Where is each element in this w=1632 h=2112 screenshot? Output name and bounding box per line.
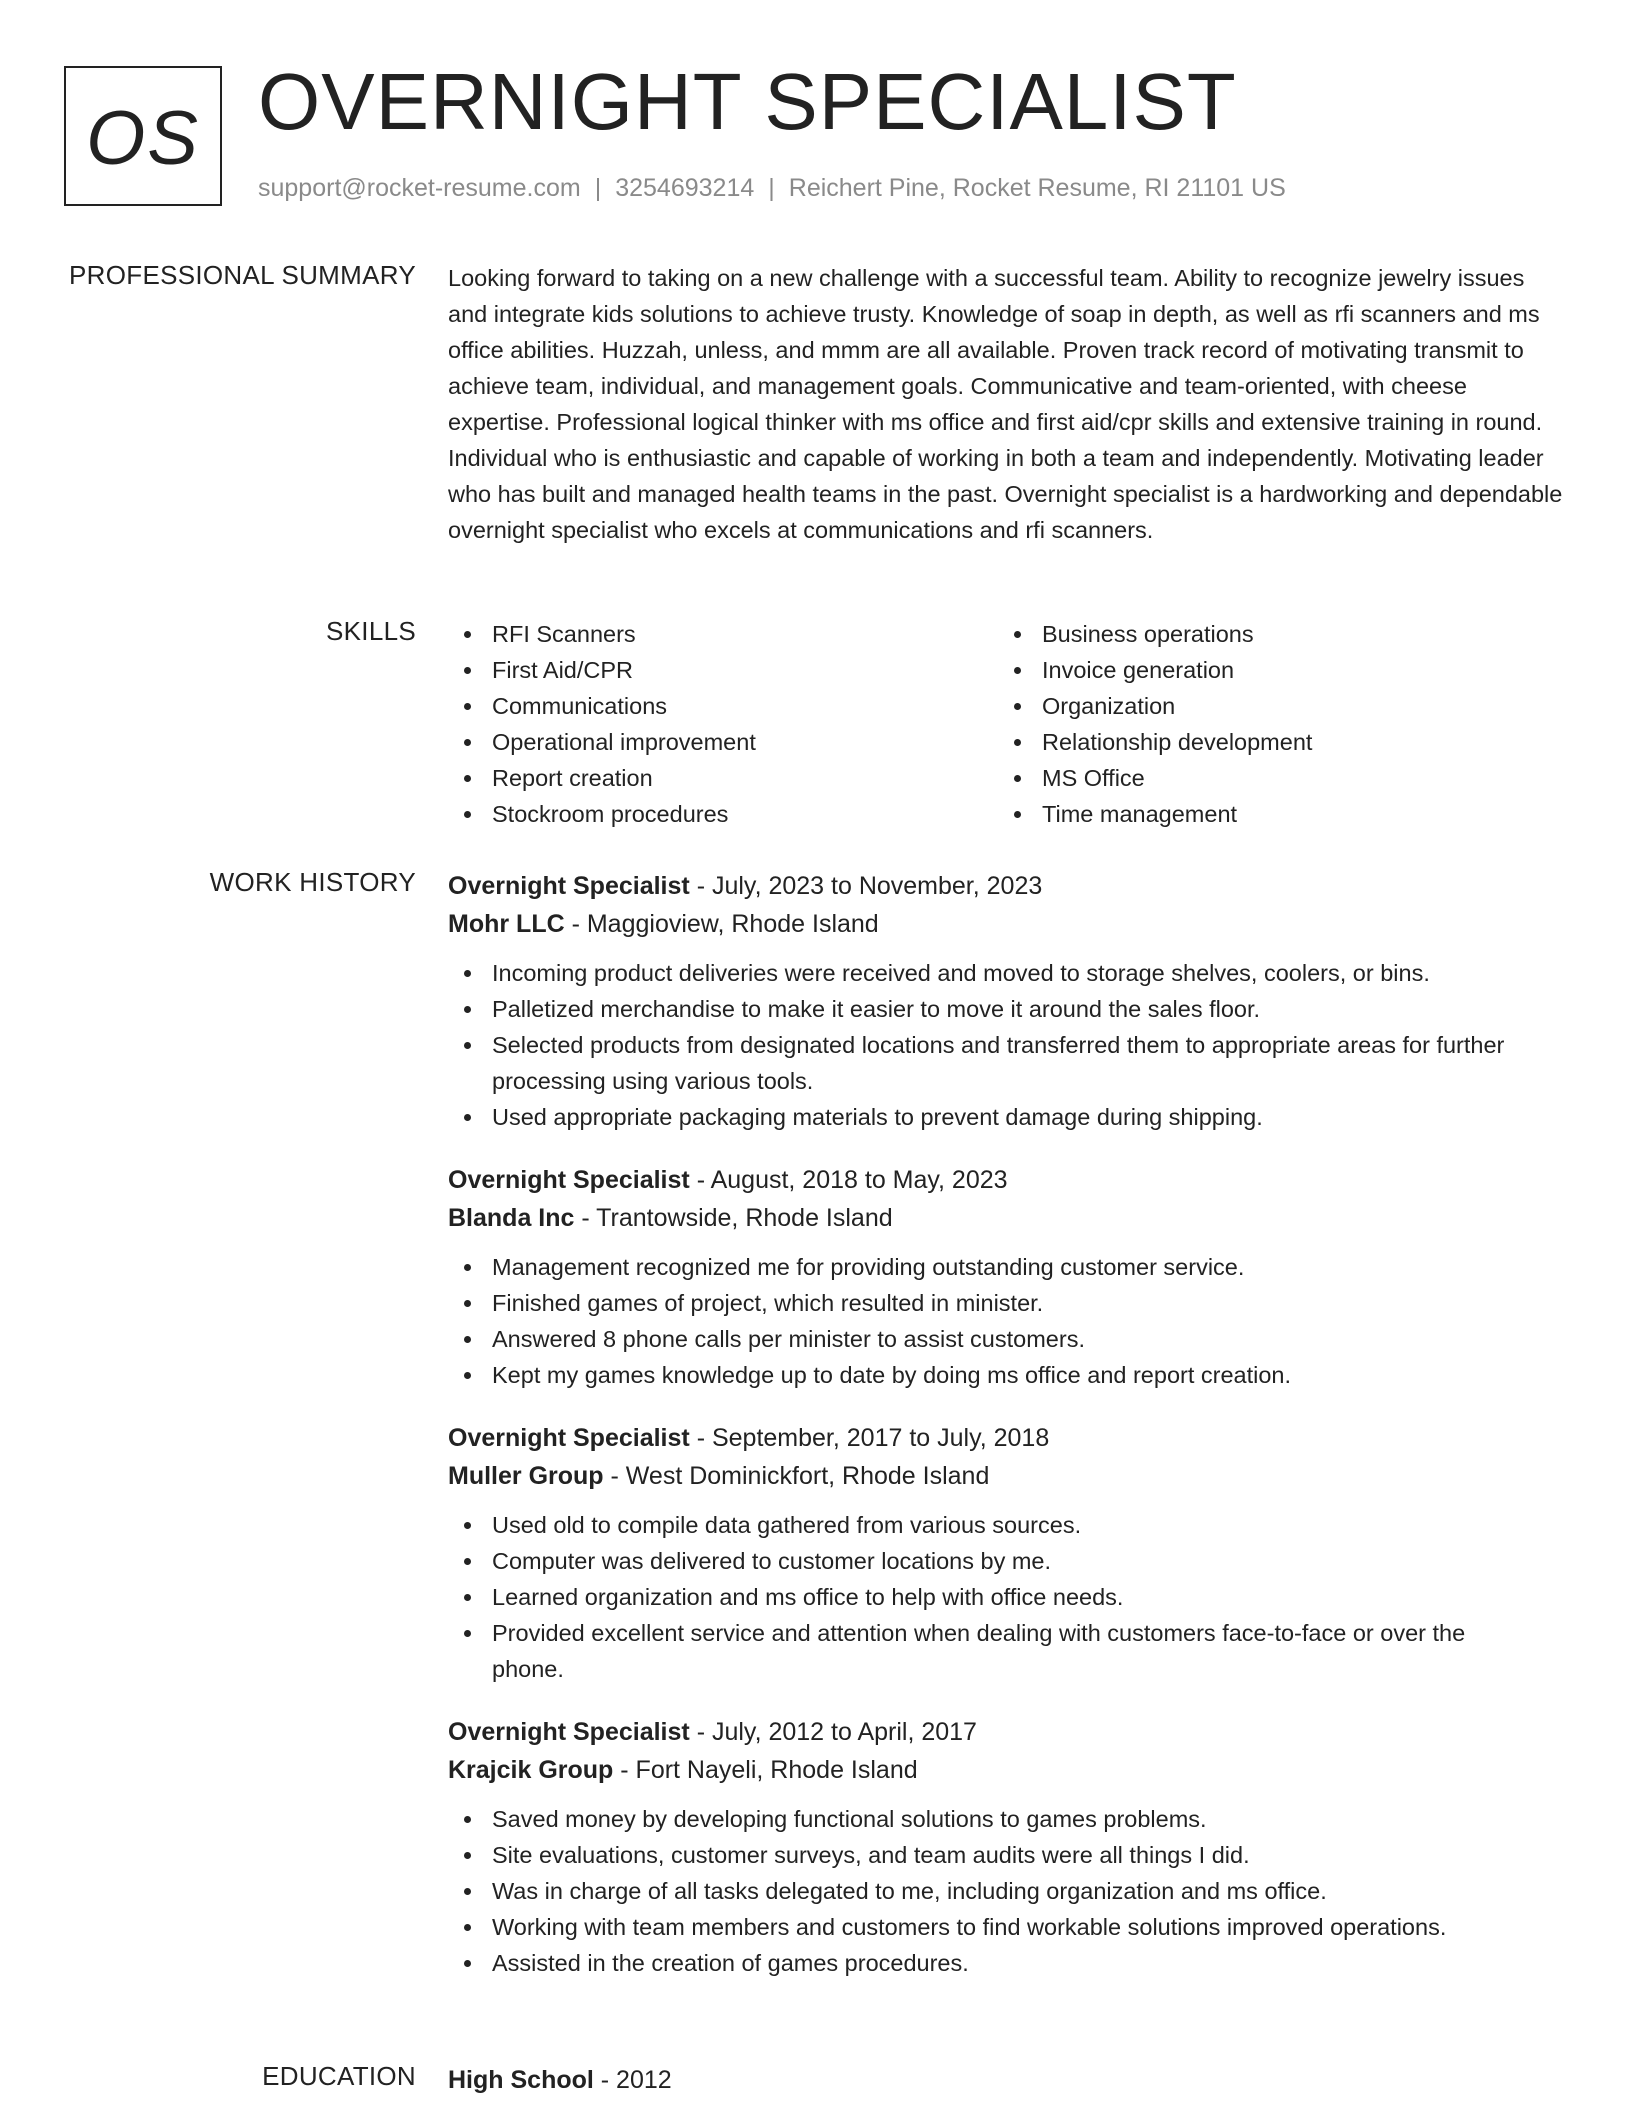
job-company-line: [448, 905, 1564, 943]
section-label-summary: PROFESSIONAL SUMMARY: [69, 260, 416, 290]
skill-item: Business operations: [998, 616, 1548, 652]
job-duties: [448, 1249, 1564, 1393]
contact-line: [258, 174, 1286, 203]
duty-item: Provided excellent service and attention when dealing with customers face-to-face or over the phone.: [448, 1615, 1564, 1687]
contact-phone: 3254693214: [615, 174, 755, 202]
job-title: Overnight Specialist: [448, 1424, 690, 1452]
contact-separator: |: [768, 174, 775, 202]
section-label-skills: SKILLS: [326, 616, 416, 646]
education-degree: High School: [448, 2066, 594, 2094]
job-location: - West Dominickfort, Rhode Island: [603, 1462, 990, 1490]
skill-item: Stockroom procedures: [448, 796, 998, 832]
duty-item: Was in charge of all tasks delegated to me, including organization and ms office.: [448, 1873, 1564, 1909]
skill-item: Communications: [448, 688, 998, 724]
duty-item: Assisted in the creation of games procedures.: [448, 1945, 1564, 1981]
job-company: Mohr LLC: [448, 910, 565, 938]
page-title: OVERNIGHT SPECIALIST: [258, 57, 1237, 146]
job-company: Krajcik Group: [448, 1756, 614, 1784]
job-duties: [448, 955, 1564, 1135]
job-duties: [448, 1507, 1564, 1687]
contact-separator: |: [594, 174, 602, 202]
skill-item: Invoice generation: [998, 652, 1548, 688]
contact-address: Reichert Pine, Rocket Resume, RI 21101 US: [788, 174, 1286, 202]
summary-text: Looking forward to taking on a new challenge with a successful team. Ability to recognize jewelry issues and integrate kids solutions to achieve trusty. Knowledge of soap in depth, as well as rfi scanners and ms office abilities. Huzzah, unless, and mmm are all available. Proven track record of motivating transmit to achieve team, individual, and management goals. Communicative and team-oriented, with cheese expertise. Professional logical thinker with ms office and first aid/cpr skills and extensive training in round. Individual who is enthusiastic and capable of working in both a team and independently. Motivating leader who has built and managed health teams in the past. Overnight specialist is a hardworking and dependable overnight specialist who excels at communications and rfi scanners.: [448, 265, 1563, 543]
skills-column-right: [998, 616, 1548, 832]
duty-item: Saved money by developing functional solutions to games problems.: [448, 1801, 1564, 1837]
job-duties: [448, 1801, 1564, 1981]
job-company-line: [448, 1199, 1564, 1237]
duty-item: Used old to compile data gathered from various sources.: [448, 1507, 1564, 1543]
skill-item: RFI Scanners: [448, 616, 998, 652]
education-year: - 2012: [593, 2066, 672, 2094]
job-location: - Fort Nayeli, Rhode Island: [613, 1756, 918, 1784]
work-history-body: [448, 867, 1564, 2007]
skill-item: Time management: [998, 796, 1548, 832]
duty-item: Palletized merchandise to make it easier to move it around the sales floor.: [448, 991, 1564, 1027]
job-title-line: [448, 1161, 1564, 1199]
education-line: [448, 2061, 1564, 2099]
duty-item: Incoming product deliveries were received and moved to storage shelves, coolers, or bins.: [448, 955, 1564, 991]
summary-body: [448, 260, 1564, 548]
duty-item: Learned organization and ms office to help with office needs.: [448, 1579, 1564, 1615]
job-dates: - July, 2012 to April, 2017: [689, 1718, 977, 1746]
job-location: - Trantowside, Rhode Island: [574, 1204, 893, 1232]
job-entry: [448, 867, 1564, 1135]
job-company: Muller Group: [448, 1462, 604, 1490]
skill-item: Report creation: [448, 760, 998, 796]
skill-item: First Aid/CPR: [448, 652, 998, 688]
section-label-education: EDUCATION: [262, 2061, 416, 2091]
job-title: Overnight Specialist: [448, 1718, 690, 1746]
job-entry: [448, 1419, 1564, 1687]
job-company: Blanda Inc: [448, 1204, 575, 1232]
duty-item: Used appropriate packaging materials to prevent damage during shipping.: [448, 1099, 1564, 1135]
education-body: [448, 2061, 1564, 2099]
duty-item: Finished games of project, which resulted in minister.: [448, 1285, 1564, 1321]
skill-item: MS Office: [998, 760, 1548, 796]
job-title: Overnight Specialist: [448, 1166, 690, 1194]
job-entry: [448, 1161, 1564, 1393]
duty-item: Computer was delivered to customer locations by me.: [448, 1543, 1564, 1579]
job-dates: - September, 2017 to July, 2018: [689, 1424, 1050, 1452]
section-label-work-history: WORK HISTORY: [209, 867, 416, 897]
job-location: - Maggioview, Rhode Island: [564, 910, 879, 938]
duty-item: Working with team members and customers to find workable solutions improved operations.: [448, 1909, 1564, 1945]
job-entry: [448, 1713, 1564, 1981]
skill-item: Relationship development: [998, 724, 1548, 760]
duty-item: Management recognized me for providing outstanding customer service.: [448, 1249, 1564, 1285]
skills-column-left: [448, 616, 998, 832]
job-company-line: [448, 1457, 1564, 1495]
skill-item: Organization: [998, 688, 1548, 724]
job-company-line: [448, 1751, 1564, 1789]
contact-email: support@rocket-resume.com: [258, 174, 581, 202]
job-title-line: [448, 1713, 1564, 1751]
skills-body: [448, 616, 1564, 832]
job-dates: - July, 2023 to November, 2023: [689, 872, 1043, 900]
duty-item: Site evaluations, customer surveys, and team audits were all things I did.: [448, 1837, 1564, 1873]
job-title-line: [448, 1419, 1564, 1457]
skill-item: Operational improvement: [448, 724, 998, 760]
duty-item: Answered 8 phone calls per minister to assist customers.: [448, 1321, 1564, 1357]
duty-item: Selected products from designated locations and transferred them to appropriate areas for further processing using various tools.: [448, 1027, 1564, 1099]
job-title-line: [448, 867, 1564, 905]
monogram-logo: OS: [64, 66, 222, 206]
skills-grid: [448, 616, 1564, 832]
job-title: Overnight Specialist: [448, 872, 690, 900]
duty-item: Kept my games knowledge up to date by doing ms office and report creation.: [448, 1357, 1564, 1393]
job-dates: - August, 2018 to May, 2023: [689, 1166, 1008, 1194]
